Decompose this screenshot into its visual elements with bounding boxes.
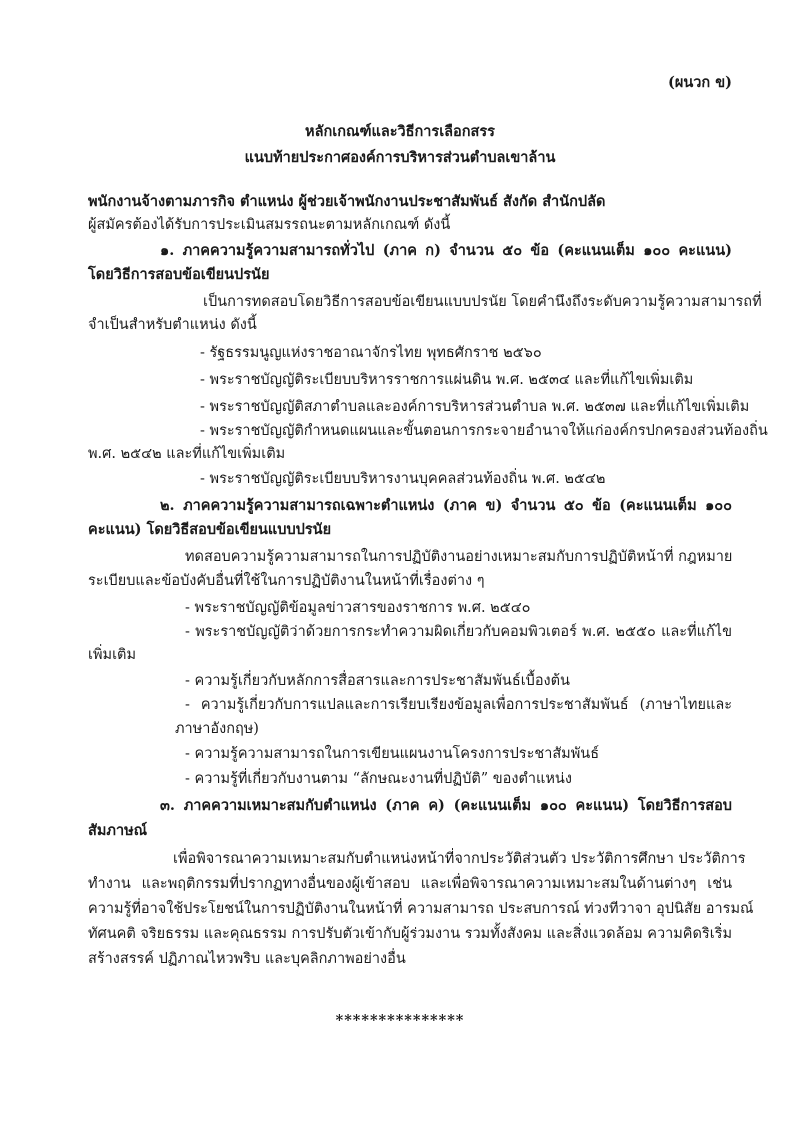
section2-list-item: - พระราชบัญญัติข้อมูลข่าวสารของราชการ พ.ศ. ๒๕๔๐ (185, 600, 531, 616)
section3-description-cont: ทำงาน และพฤติกรรมที่ปรากฏทางอื่นของผู้เข้าสอบ และเพื่อพิจารณาความเหมาะสมในด้านต่างๆ เช่น (88, 876, 732, 892)
section2-list-item: - ความรู้เกี่ยวกับหลักการสื่อสารและการประชาสัมพันธ์เบื้องต้น (185, 673, 570, 689)
section1-list-item: - พระราชบัญญัติระเบียบบริหารราชการแผ่นดิน พ.ศ. ๒๕๓๔ และที่แก้ไขเพิ่มเติม (200, 372, 694, 388)
section2-list-item-cont: ภาษาอังกฤษ) (175, 721, 259, 737)
section2-list-item: - ความรู้เกี่ยวกับการแปลและการเรียบเรียงข้อมูลเพื่อการประชาสัมพันธ์ (ภาษาไทยและ (185, 697, 732, 713)
section1-list-item: - พระราชบัญญัติกำหนดแผนและขั้นตอนการกระจายอำนาจให้แก่องค์กรปกครองส่วนท้องถิ่น (200, 423, 768, 439)
section2-description-cont: ระเบียบและข้อบังคับอื่นที่ใช้ในการปฏิบัติงานในหน้าที่เรื่องต่าง ๆ (88, 573, 485, 589)
section2-description: ทดสอบความรู้ความสามารถในการปฏิบัติงานอย่างเหมาะสมกับการปฏิบัติหน้าที่ กฎหมาย (185, 549, 733, 565)
section3-description: เพื่อพิจารณาความเหมาะสมกับตำแหน่งหน้าที่จากประวัติส่วนตัว ประวัติการศึกษา ประวัติการ (173, 851, 746, 867)
section2-list-item: - ความรู้ที่เกี่ยวกับงานตาม “ลักษณะงานที่ปฏิบัติ” ของตำแหน่ง (185, 771, 572, 787)
section2-list-item: - พระราชบัญญัติว่าด้วยการกระทำความผิดเกี่ยวกับคอมพิวเตอร์ พ.ศ. ๒๕๕๐ และที่แก้ไข (185, 624, 732, 640)
document-subtitle: แนบท้ายประกาศองค์การบริหารส่วนตำบลเขาล้าน (244, 149, 556, 166)
section3-description-cont: ทัศนคติ จริยธรรม และคุณธรรม การปรับตัวเข้ากับผู้ร่วมงาน รวมทั้งสังคม และสิ่งแวดล้อม ความคิดริเริ่ม (88, 926, 733, 942)
section1-list-item: - พระราชบัญญัติระเบียบบริหารงานบุคคลส่วนท้องถิ่น พ.ศ. ๒๕๔๒ (200, 471, 606, 487)
section1-description: เป็นการทดสอบโดยวิธีการสอบข้อเขียนแบบปรนัย โดยคำนึงถึงระดับความรู้ความสามารถที่ (203, 294, 762, 310)
document-title: หลักเกณฑ์และวิธีการเลือกสรร (305, 123, 495, 140)
section1-heading-cont: โดยวิธีการสอบข้อเขียนปรนัย (88, 266, 270, 283)
section3-description-cont: ความรู้ที่อาจใช้ประโยชน์ในการปฏิบัติงานในหน้าที่ ความสามารถ ประสบการณ์ ท่วงทีวาจา อุปนิสัย อารมณ์ (88, 901, 754, 917)
end-mark: *************** (335, 1012, 465, 1029)
section1-list-item: - พระราชบัญญัติสภาตำบลและองค์การบริหารส่วนตำบล พ.ศ. ๒๕๓๗ และที่แก้ไขเพิ่มเติม (200, 399, 750, 415)
annex-label: (ผนวก ข) (667, 74, 732, 91)
section3-heading-cont: สัมภาษณ์ (88, 822, 148, 839)
section3-heading: ๓. ภาคความเหมาะสมกับตำแหน่ง (ภาค ค) (คะแนนเต็ม ๑๐๐ คะแนน) โดยวิธีการสอบ (160, 797, 732, 814)
section1-description-cont: จำเป็นสำหรับตำแหน่ง ดังนี้ (88, 317, 257, 333)
section1-list-item-cont: พ.ศ. ๒๕๔๒ และที่แก้ไขเพิ่มเติม (88, 446, 286, 462)
section1-heading: ๑. ภาคความรู้ความสามารถทั่วไป (ภาค ก) จำนวน ๕๐ ข้อ (คะแนนเต็ม ๑๐๐ คะแนน) (160, 242, 732, 259)
section2-list-item: - ความรู้ความสามารถในการเขียนแผนงานโครงการประชาสัมพันธ์ (185, 746, 600, 762)
section2-list-item-cont: เพิ่มเติม (88, 647, 137, 663)
section1-list-item: - รัฐธรรมนูญแห่งราชอาณาจักรไทย พุทธศักราช ๒๕๖๐ (200, 345, 542, 361)
section2-heading: ๒. ภาคความรู้ความสามารถเฉพาะตำแหน่ง (ภาค ข) จำนวน ๕๐ ข้อ (คะแนนเต็ม ๑๐๐ (160, 497, 732, 514)
section2-heading-cont: คะแนน) โดยวิธีสอบข้อเขียนแบบปรนัย (88, 521, 332, 538)
section3-description-cont: สร้างสรรค์ ปฏิภาณไหวพริบ และบุคลิกภาพอย่างอื่น (88, 951, 406, 967)
intro-text: ผู้สมัครต้องได้รับการประเมินสมรรถนะตามหลักเกณฑ์ ดังนี้ (88, 217, 451, 233)
position-heading: พนักงานจ้างตามภารกิจ ตำแหน่ง ผู้ช่วยเจ้าพนักงานประชาสัมพันธ์ สังกัด สำนักปลัด (88, 193, 606, 210)
